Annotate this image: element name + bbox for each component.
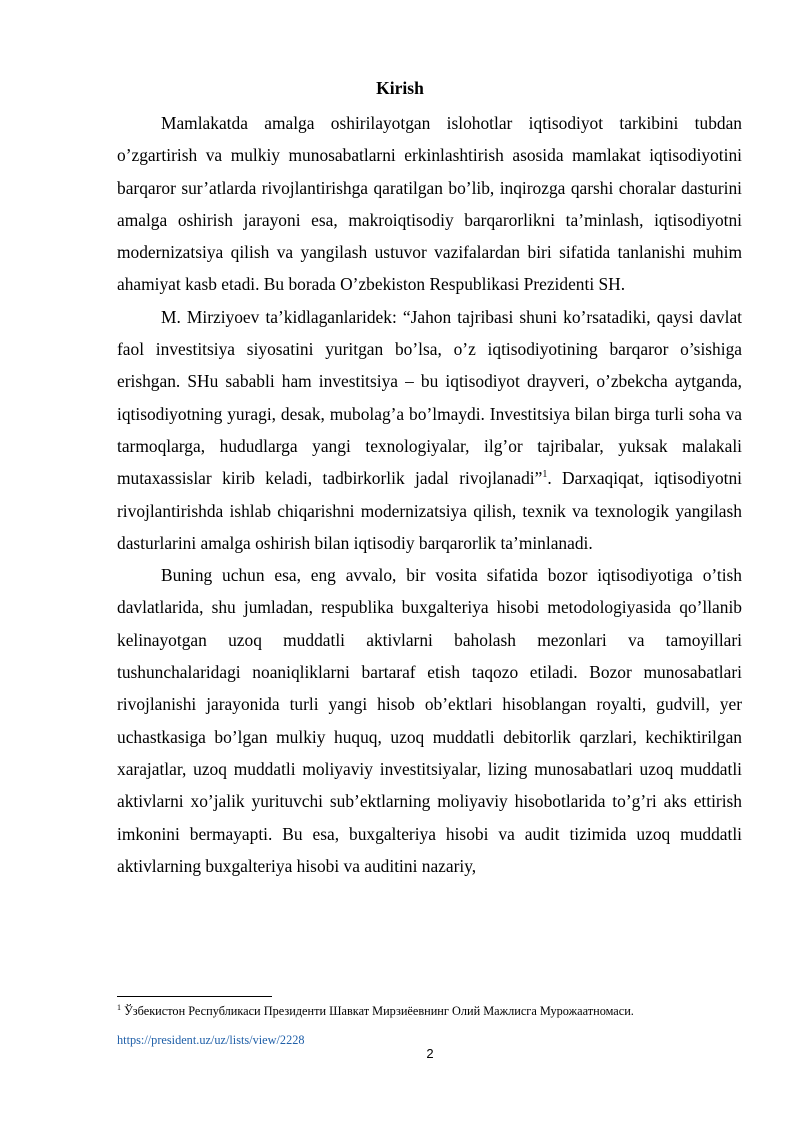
- footnote-text: Ўзбекистон Республикаси Президенти Шавкат Мирзиёевнинг Олий Мажлисга Мурожаатномаси.: [124, 1004, 634, 1018]
- paragraph-2-text-before-ref: M. Mirziyoev ta’kidlaganlaridek: “Jahon tajribasi shuni ko’rsatadiki, qaysi davlat faol investitsiya siyosatini yuritgan bo’lsa, o’z iqtisodiyotining barqaror o’sishiga erishgan. SHu sababli ham investitsiya – bu iqtisodiyot drayveri, o’zbekcha aytganda, iqtisodiyotning yuragi, desak, mubolag’a bo’lmaydi. Investitsiya bilan birga turli soha va tarmoqlarga, hududlarga yangi texnologiyalar, ilg’or tajribalar, yuksak malakali mutaxassislar kirib keladi, tadbirkorlik jadal rivojlanadi”: [117, 306, 742, 489]
- body-text: [117, 107, 742, 882]
- footnote-link[interactable]: https://president.uz/uz/lists/view/2228: [117, 1033, 305, 1047]
- paragraph-2-text-after-ref: . Darxaqiqat, iqtisodiyotni rivojlantirishda ishlab chiqarishni modernizatsiya qilish, texnik va texnologik yangilash dasturlarini amalga oshirish bilan iqtisodiy barqarorlik ta’minlanadi.: [117, 468, 742, 553]
- footnote-number: 1: [117, 1002, 121, 1012]
- footnote: [117, 1003, 742, 1019]
- paragraph-1: [117, 107, 742, 301]
- section-title: Kirish: [376, 78, 424, 98]
- footnote-reference[interactable]: 1: [542, 469, 548, 481]
- paragraph-2: [117, 301, 742, 559]
- paragraph-3-text: Buning uchun esa, eng avvalo, bir vosita sifatida bozor iqtisodiyotiga o’tish davlatlarida, shu jumladan, respublika buxgalteriya hisobi metodologiyasida qo’llanib kelinayotgan uzoq muddatli aktivlarni baholash mezonlari va tamoyillari tushunchalaridagi noaniqliklarni bartaraf etish taqozo etiladi. Bozor munosabatlari rivojlanishi jarayonida turli yangi hisob ob’ektlari hisoblangan royalti, gudvill, yer uchastkasiga bo’lgan mulkiy huquq, uzoq muddatli debitorlik qarzlari, kechiktirilgan xarajatlar, uzoq muddatli moliyaviy investitsiyalar, lizing munosabatlari uzoq muddatli aktivlarni xo’jalik yurituvchi sub’ektlarning moliyaviy hisobotlarida to’g’ri aks ettirish imkonini bermayapti. Bu esa, buxgalteriya hisobi va audit tizimida uzoq muddatli aktivlarning buxgalteriya hisobi va auditini nazariy,: [117, 565, 742, 876]
- page-number: 2: [426, 1046, 434, 1061]
- paragraph-1-text: Mamlakatda amalga oshirilayotgan islohotlar iqtisodiyot tarkibini tubdan o’zgartirish va mulkiy munosabatlarni erkinlashtirish asosida mamlakat iqtisodiyotini barqaror sur’atlarda rivojlantirishga qaratilgan bo’lib, inqirozga qarshi choralar dasturini amalga oshirish jarayoni esa, makroiqtisodiy barqarorlikni ta’minlash, iqtisodiyotni modernizatsiya qilish va yangilash ustuvor vazifalardan biri sifatida tanlanishi muhim ahamiyat kasb etadi. Bu borada O’zbekiston Respublikasi Prezidenti SH.: [117, 113, 742, 295]
- footnote-separator: [117, 996, 272, 997]
- paragraph-3: [117, 559, 742, 882]
